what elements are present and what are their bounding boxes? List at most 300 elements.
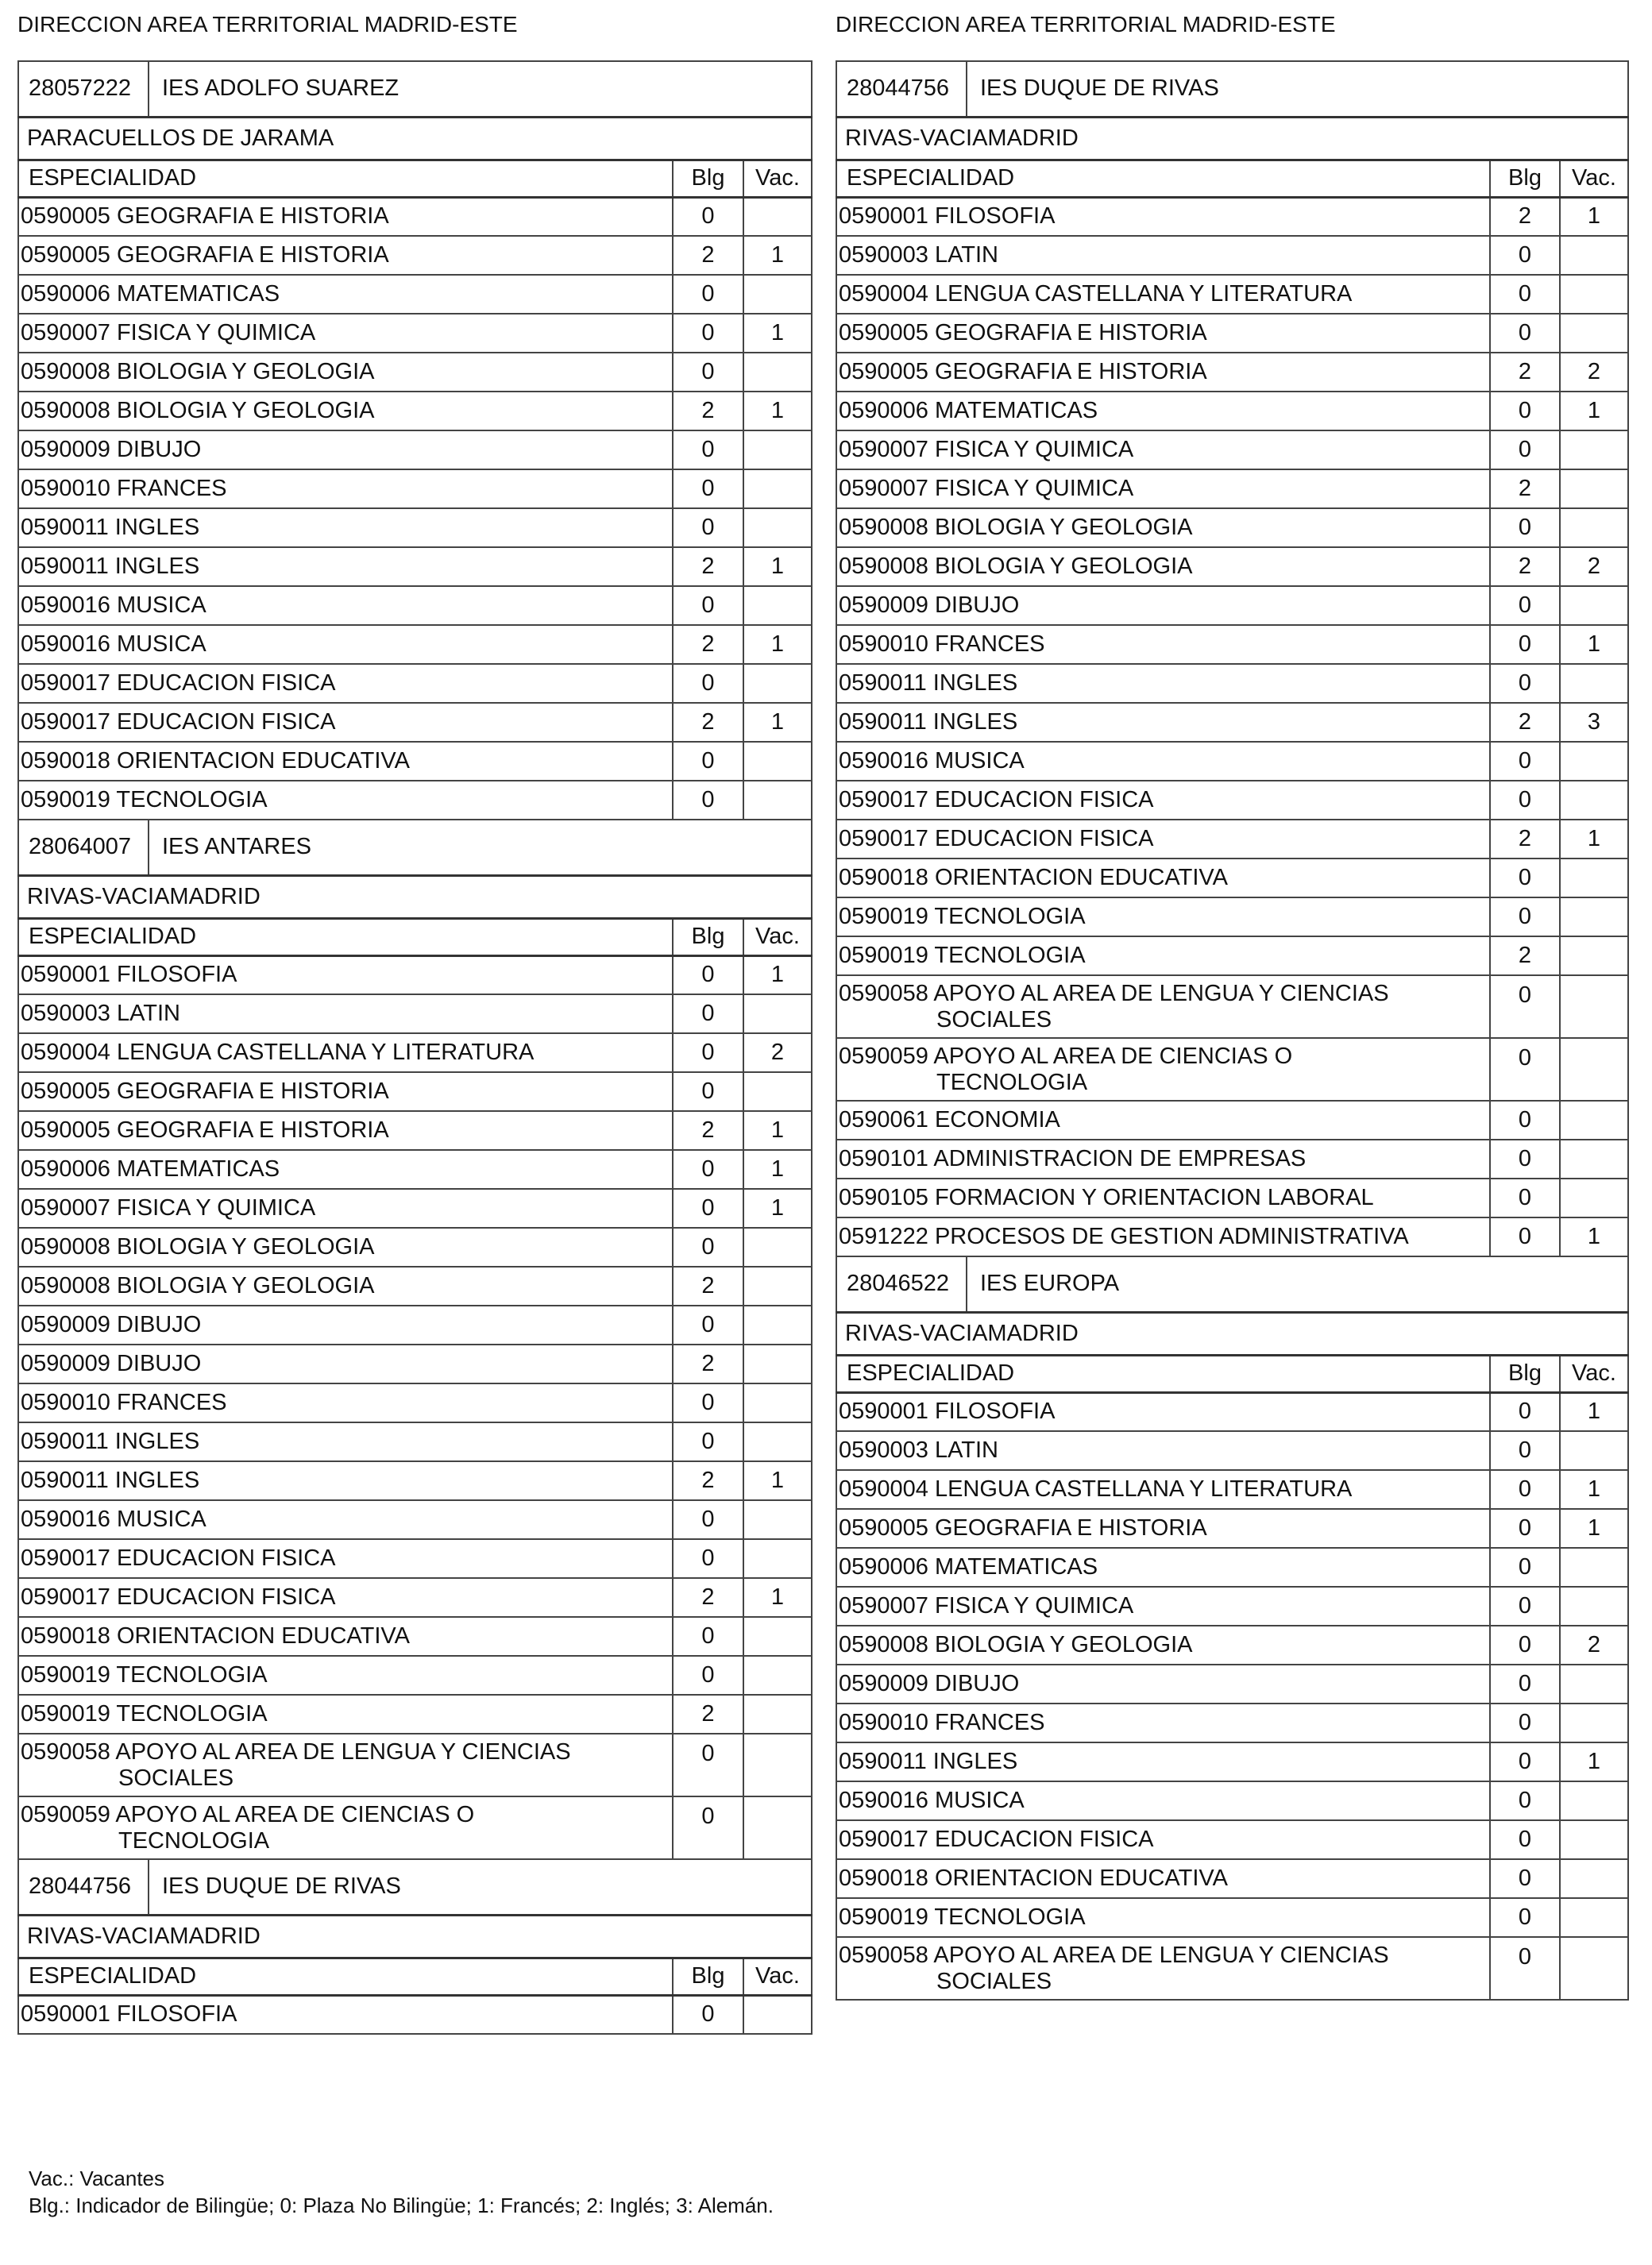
especialidad-line1: 0590010 FRANCES [839, 1710, 1045, 1735]
especialidad-line1: 0590019 TECNOLOGIA [839, 904, 1086, 929]
especialidad-cell [836, 508, 1490, 547]
vac-value: 1 [743, 703, 812, 742]
table-row [836, 1179, 1628, 1217]
table-row [836, 1509, 1628, 1548]
especialidad-text [21, 1040, 672, 1066]
table-row [18, 955, 812, 994]
especialidad-cell [18, 955, 673, 994]
especialidad-line1: 0590017 EDUCACION FISICA [21, 670, 336, 696]
table-row [18, 664, 812, 703]
blg-value: 0 [673, 1734, 743, 1796]
especialidad-text [21, 242, 672, 268]
especialidad-line1: 0590001 FILOSOFIA [839, 203, 1056, 230]
especialidad-line1: 0590016 MUSICA [21, 592, 206, 618]
especialidad-line1: 0590005 GEOGRAFIA E HISTORIA [21, 203, 389, 230]
blg-value: 0 [673, 586, 743, 625]
blg-value: 2 [673, 1345, 743, 1383]
table-row [18, 1796, 812, 1859]
direction-title-right: DIRECCION AREA TERRITORIAL MADRID-ESTE [836, 12, 1336, 37]
vac-value [1560, 936, 1628, 975]
vac-value [1560, 469, 1628, 508]
especialidad-line1: 0591222 PROCESOS DE GESTION ADMINISTRATIVA [839, 1224, 1409, 1249]
especialidad-text [21, 1662, 672, 1688]
table-row [836, 508, 1628, 547]
blg-value: 0 [1490, 1937, 1560, 2000]
especialidad-line1: 0590011 INGLES [839, 709, 1018, 735]
left-column [17, 0, 811, 2035]
blg-value: 0 [1490, 1704, 1560, 1742]
especialidad-text [21, 554, 672, 580]
especialidad-text [21, 1156, 672, 1183]
especialidad-line1: 0590017 EDUCACION FISICA [21, 1584, 336, 1610]
table-row [18, 1306, 812, 1345]
direction-title-left: DIRECCION AREA TERRITORIAL MADRID-ESTE [17, 12, 518, 37]
vac-value: 1 [743, 1189, 812, 1228]
vac-value [743, 197, 812, 236]
blg-value: 0 [673, 1189, 743, 1228]
column-headings [18, 160, 812, 197]
vac-value [743, 1072, 812, 1111]
blg-value: 0 [1490, 1626, 1560, 1665]
vacancies-table-right [836, 60, 1629, 2001]
vac-value [1560, 742, 1628, 781]
blg-value: 0 [673, 1422, 743, 1461]
especialidad-text [21, 2001, 672, 2028]
vac-value [743, 586, 812, 625]
center-wrap [19, 62, 811, 116]
table-row [18, 314, 812, 353]
table-row [836, 897, 1628, 936]
especialidad-line1: 0590006 MATEMATICAS [21, 281, 280, 307]
blg-value: 0 [673, 1150, 743, 1189]
column-headings [836, 160, 1628, 197]
especialidad-text [839, 1710, 1489, 1736]
blg-value: 0 [1490, 859, 1560, 897]
table-row [18, 1072, 812, 1111]
table-row [18, 1461, 812, 1500]
center-town: RIVAS-VACIAMADRID [18, 1915, 812, 1958]
vac-value [743, 1422, 812, 1461]
blg-value: 2 [673, 625, 743, 664]
especialidad-cell [18, 1189, 673, 1228]
blg-value: 2 [1490, 820, 1560, 859]
especialidad-line1: 0590018 ORIENTACION EDUCATIVA [839, 1866, 1228, 1891]
especialidad-line1: 0590016 MUSICA [21, 1507, 206, 1532]
heading-blg: Blg [673, 160, 743, 197]
blg-value: 0 [1490, 897, 1560, 936]
vac-value [743, 742, 812, 781]
especialidad-cell [18, 1500, 673, 1539]
table-row [836, 1587, 1628, 1626]
especialidad-cell [18, 1734, 673, 1796]
vac-value: 1 [1560, 625, 1628, 664]
especialidad-cell [836, 1392, 1490, 1431]
especialidad-text [21, 592, 672, 619]
blg-value: 0 [1490, 1140, 1560, 1179]
especialidad-cell [836, 392, 1490, 430]
blg-value: 0 [673, 430, 743, 469]
especialidad-text [839, 1554, 1489, 1580]
especialidad-line1: 0590007 FISICA Y QUIMICA [839, 437, 1134, 462]
vac-value [1560, 664, 1628, 703]
vac-value [1560, 1898, 1628, 1937]
especialidad-cell [18, 430, 673, 469]
heading-especialidad: ESPECIALIDAD [18, 160, 673, 197]
especialidad-line1: 0590007 FISICA Y QUIMICA [839, 476, 1134, 501]
right-column [836, 0, 1627, 2001]
vac-value: 1 [1560, 1742, 1628, 1781]
table-row [18, 1383, 812, 1422]
blg-value: 0 [673, 508, 743, 547]
especialidad-text [839, 592, 1489, 619]
especialidad-text [21, 1117, 672, 1144]
blg-value: 0 [1490, 1898, 1560, 1937]
column-headings [836, 1355, 1628, 1392]
especialidad-line1: 0590004 LENGUA CASTELLANA Y LITERATURA [839, 1476, 1353, 1502]
especialidad-cell [18, 314, 673, 353]
heading-blg: Blg [1490, 160, 1560, 197]
especialidad-cell [18, 994, 673, 1033]
vac-value [743, 1995, 812, 2034]
especialidad-line1: 0590059 APOYO AL AREA DE CIENCIAS O [21, 1802, 475, 1827]
especialidad-line2: SOCIALES [118, 1765, 234, 1791]
especialidad-text [839, 1827, 1489, 1853]
especialidad-cell [18, 1578, 673, 1617]
vac-value [1560, 859, 1628, 897]
especialidad-cell [836, 1101, 1490, 1140]
center-name: IES EUROPA [980, 1271, 1120, 1297]
especialidad-cell [836, 703, 1490, 742]
table-row [836, 1898, 1628, 1937]
blg-value: 0 [673, 664, 743, 703]
especialidad-text [839, 1224, 1489, 1250]
blg-value: 0 [1490, 1587, 1560, 1626]
especialidad-line1: 0590009 DIBUJO [21, 437, 202, 462]
blg-value: 0 [673, 1033, 743, 1072]
center-town-row [836, 117, 1628, 160]
table-row [836, 547, 1628, 586]
table-row [18, 1578, 812, 1617]
especialidad-text [839, 1146, 1489, 1172]
blg-value: 0 [1490, 1859, 1560, 1898]
especialidad-cell [836, 1140, 1490, 1179]
especialidad-text [839, 554, 1489, 580]
table-row [18, 236, 812, 275]
blg-value: 0 [673, 1072, 743, 1111]
especialidad-cell [18, 703, 673, 742]
especialidad-line1: 0590019 TECNOLOGIA [839, 1904, 1086, 1930]
vac-value [743, 1656, 812, 1695]
vac-value: 1 [1560, 820, 1628, 859]
table-row [836, 781, 1628, 820]
vac-value [1560, 1101, 1628, 1140]
especialidad-cell [18, 547, 673, 586]
especialidad-text [21, 320, 672, 346]
table-row [836, 859, 1628, 897]
table-row [18, 353, 812, 392]
vac-value [743, 508, 812, 547]
especialidad-line1: 0590059 APOYO AL AREA DE CIENCIAS O [839, 1044, 1293, 1069]
blg-value: 0 [1490, 392, 1560, 430]
especialidad-line1: 0590005 GEOGRAFIA E HISTORIA [21, 242, 389, 268]
especialidad-text [839, 398, 1489, 424]
especialidad-text [839, 281, 1489, 307]
especialidad-line1: 0590009 DIBUJO [839, 592, 1020, 618]
especialidad-cell [836, 820, 1490, 859]
table-row [18, 197, 812, 236]
especialidad-cell [836, 430, 1490, 469]
especialidad-line1: 0590003 LATIN [21, 1001, 180, 1026]
table-row [836, 1665, 1628, 1704]
especialidad-cell [836, 1665, 1490, 1704]
especialidad-text [21, 1739, 672, 1792]
vac-value [743, 781, 812, 820]
center-code: 28044756 [19, 1860, 149, 1914]
table-row [18, 430, 812, 469]
blg-value: 0 [1490, 1820, 1560, 1859]
especialidad-cell [836, 742, 1490, 781]
center-cell [836, 1256, 1628, 1312]
especialidad-line1: 0590011 INGLES [21, 1429, 200, 1454]
especialidad-cell [18, 1383, 673, 1422]
blg-value: 2 [1490, 547, 1560, 586]
vac-value [1560, 1665, 1628, 1704]
vac-value [743, 1539, 812, 1578]
vac-value: 1 [1560, 1392, 1628, 1431]
heading-blg: Blg [673, 1958, 743, 1995]
especialidad-text [839, 1515, 1489, 1542]
table-row [18, 1033, 812, 1072]
especialidad-line1: 0590019 TECNOLOGIA [21, 1662, 268, 1688]
vac-value [1560, 275, 1628, 314]
especialidad-line1: 0590008 BIOLOGIA Y GEOLOGIA [839, 554, 1193, 579]
especialidad-text [839, 1904, 1489, 1931]
especialidad-cell [18, 236, 673, 275]
especialidad-line1: 0590017 EDUCACION FISICA [21, 709, 336, 735]
blg-value: 0 [1490, 275, 1560, 314]
table-row [18, 586, 812, 625]
especialidad-line1: 0590019 TECNOLOGIA [21, 787, 268, 812]
blg-value: 2 [673, 1111, 743, 1150]
especialidad-text [21, 398, 672, 424]
especialidad-line1: 0590008 BIOLOGIA Y GEOLOGIA [21, 1273, 375, 1298]
especialidad-cell [18, 1033, 673, 1072]
especialidad-cell [18, 1461, 673, 1500]
especialidad-text [839, 748, 1489, 774]
center-name: IES DUQUE DE RIVAS [980, 75, 1219, 102]
especialidad-cell [18, 781, 673, 820]
especialidad-line1: 0590005 GEOGRAFIA E HISTORIA [21, 1117, 389, 1143]
blg-value: 2 [1490, 703, 1560, 742]
especialidad-cell [18, 1617, 673, 1656]
vac-value: 2 [1560, 353, 1628, 392]
especialidad-line1: 0590011 INGLES [839, 670, 1018, 696]
especialidad-cell [836, 1548, 1490, 1587]
especialidad-line1: 0590009 DIBUJO [21, 1351, 202, 1376]
especialidad-line1: 0590058 APOYO AL AREA DE LENGUA Y CIENCIAS [839, 1943, 1389, 1968]
column-headings [18, 1958, 812, 1995]
especialidad-line1: 0590005 GEOGRAFIA E HISTORIA [839, 320, 1207, 345]
especialidad-cell [18, 586, 673, 625]
especialidad-text [839, 1943, 1489, 1995]
blg-value: 0 [1490, 1742, 1560, 1781]
table-row [18, 1267, 812, 1306]
especialidad-cell [836, 1704, 1490, 1742]
vac-value [1560, 1179, 1628, 1217]
vac-value: 1 [743, 955, 812, 994]
especialidad-line1: 0590010 FRANCES [21, 476, 227, 501]
blg-value: 0 [1490, 781, 1560, 820]
table-row [836, 1781, 1628, 1820]
blg-value: 2 [1490, 197, 1560, 236]
especialidad-cell [836, 275, 1490, 314]
table-row [836, 236, 1628, 275]
table-row [836, 430, 1628, 469]
table-row [836, 275, 1628, 314]
center-town: RIVAS-VACIAMADRID [836, 117, 1628, 160]
especialidad-text [21, 1312, 672, 1338]
heading-vac: Vac. [743, 918, 812, 955]
column-headings [18, 918, 812, 955]
vac-value [743, 1734, 812, 1796]
especialidad-line1: 0590009 DIBUJO [839, 1671, 1020, 1696]
blg-value: 2 [673, 236, 743, 275]
blg-value: 0 [673, 353, 743, 392]
especialidad-cell [18, 1267, 673, 1306]
legend-vacantes: Vac.: Vacantes [29, 2167, 165, 2190]
especialidad-cell [836, 1509, 1490, 1548]
especialidad-cell [836, 197, 1490, 236]
especialidad-cell [18, 664, 673, 703]
especialidad-line1: 0590011 INGLES [839, 1749, 1018, 1774]
especialidad-text [21, 748, 672, 774]
especialidad-text [839, 1671, 1489, 1697]
center-header [18, 1859, 812, 1915]
especialidad-line1: 0590005 GEOGRAFIA E HISTORIA [839, 1515, 1207, 1541]
especialidad-text [839, 981, 1489, 1033]
especialidad-cell [836, 1217, 1490, 1256]
especialidad-line1: 0590017 EDUCACION FISICA [839, 1827, 1154, 1852]
especialidad-text [21, 1802, 672, 1854]
table-row [18, 392, 812, 430]
especialidad-cell [18, 353, 673, 392]
vac-value [1560, 1704, 1628, 1742]
especialidad-text [839, 1399, 1489, 1425]
especialidad-text [839, 476, 1489, 502]
blg-value: 0 [1490, 625, 1560, 664]
table-row [836, 469, 1628, 508]
table-row [836, 314, 1628, 353]
table-row [836, 353, 1628, 392]
especialidad-cell [18, 1072, 673, 1111]
blg-value: 2 [673, 703, 743, 742]
center-town: RIVAS-VACIAMADRID [836, 1312, 1628, 1355]
vac-value: 1 [1560, 197, 1628, 236]
vac-value: 1 [1560, 392, 1628, 430]
especialidad-text [21, 1390, 672, 1416]
especialidad-text [21, 1351, 672, 1377]
vac-value: 1 [743, 236, 812, 275]
heading-especialidad: ESPECIALIDAD [18, 1958, 673, 1995]
center-wrap [19, 820, 811, 874]
blg-value: 0 [1490, 1217, 1560, 1256]
vac-value [743, 1383, 812, 1422]
especialidad-text [21, 631, 672, 658]
table-row [18, 1995, 812, 2034]
especialidad-cell [836, 353, 1490, 392]
vac-value [743, 353, 812, 392]
table-row [836, 1392, 1628, 1431]
especialidad-line1: 0590008 BIOLOGIA Y GEOLOGIA [21, 1234, 375, 1260]
especialidad-text [21, 1507, 672, 1533]
vac-value [743, 1228, 812, 1267]
center-cell [18, 1859, 812, 1915]
center-code: 28064007 [19, 820, 149, 874]
table-row [18, 1656, 812, 1695]
especialidad-text [21, 787, 672, 813]
especialidad-line1: 0590007 FISICA Y QUIMICA [839, 1593, 1134, 1619]
table-row [836, 1820, 1628, 1859]
especialidad-line1: 0590105 FORMACION Y ORIENTACION LABORAL [839, 1185, 1374, 1210]
especialidad-cell [18, 1796, 673, 1859]
center-wrap [837, 1257, 1627, 1311]
blg-value: 0 [673, 955, 743, 994]
table-row [18, 1617, 812, 1656]
blg-value: 0 [673, 1656, 743, 1695]
vac-value: 1 [1560, 1217, 1628, 1256]
especialidad-line1: 0590001 FILOSOFIA [839, 1399, 1056, 1425]
vac-value [743, 1306, 812, 1345]
blg-value: 0 [673, 1617, 743, 1656]
table-row [18, 781, 812, 820]
center-cell [836, 61, 1628, 117]
especialidad-line1: 0590019 TECNOLOGIA [21, 1701, 268, 1727]
vac-value [1560, 586, 1628, 625]
blg-value: 0 [1490, 1431, 1560, 1470]
blg-value: 0 [1490, 1038, 1560, 1101]
table-row [836, 1140, 1628, 1179]
especialidad-text [21, 670, 672, 696]
especialidad-text [839, 1107, 1489, 1133]
table-row [836, 1038, 1628, 1101]
center-town-row [18, 875, 812, 918]
especialidad-text [839, 709, 1489, 735]
especialidad-text [839, 320, 1489, 346]
especialidad-cell [836, 897, 1490, 936]
heading-vac: Vac. [1560, 160, 1628, 197]
table-row [18, 508, 812, 547]
center-code: 28046522 [837, 1257, 967, 1311]
table-row [836, 1704, 1628, 1742]
especialidad-line1: 0590016 MUSICA [839, 748, 1025, 774]
especialidad-cell [836, 586, 1490, 625]
heading-especialidad: ESPECIALIDAD [18, 918, 673, 955]
heading-vac: Vac. [1560, 1355, 1628, 1392]
center-header [836, 1256, 1628, 1312]
especialidad-line1: 0590018 ORIENTACION EDUCATIVA [21, 748, 410, 774]
especialidad-line2: SOCIALES [936, 1969, 1052, 1994]
table-row [836, 1859, 1628, 1898]
especialidad-text [839, 1593, 1489, 1619]
center-name: IES ADOLFO SUAREZ [162, 75, 399, 102]
blg-value: 0 [673, 197, 743, 236]
especialidad-line1: 0590017 EDUCACION FISICA [21, 1545, 336, 1571]
especialidad-cell [18, 392, 673, 430]
especialidad-line1: 0590006 MATEMATICAS [21, 1156, 280, 1182]
especialidad-text [839, 631, 1489, 658]
vac-value [1560, 897, 1628, 936]
table-row [836, 625, 1628, 664]
